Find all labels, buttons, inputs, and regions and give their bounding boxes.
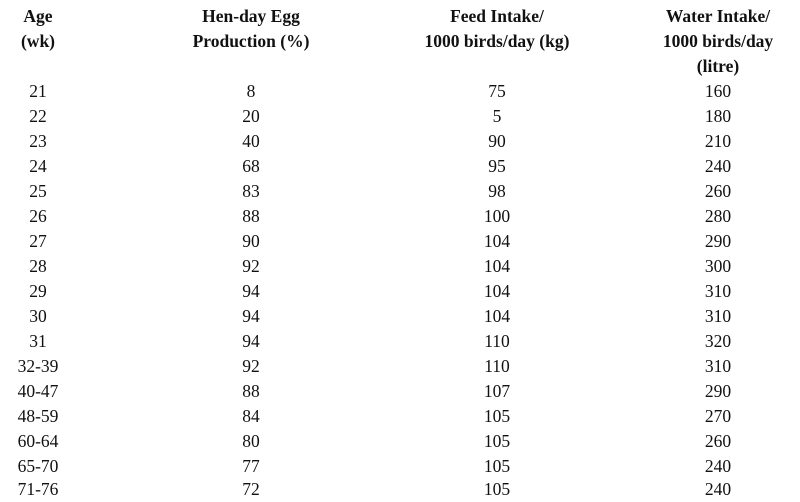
cell-water-intake: 270 bbox=[704, 406, 732, 426]
cell-age: 28 bbox=[29, 256, 47, 276]
cell-egg-production: 92 bbox=[242, 356, 260, 376]
cell-age: 21 bbox=[29, 81, 47, 101]
cell-egg-production: 83 bbox=[242, 181, 260, 201]
header-water-intake-line-3: (litre) bbox=[696, 56, 740, 76]
cell-feed-intake: 105 bbox=[483, 479, 511, 499]
cell-egg-production: 92 bbox=[242, 256, 260, 276]
table-row bbox=[0, 379, 800, 404]
table-row bbox=[0, 404, 800, 429]
table-row bbox=[0, 79, 800, 104]
table-header bbox=[0, 4, 800, 80]
table-row bbox=[0, 104, 800, 129]
cell-age: 32-39 bbox=[17, 356, 59, 376]
table-row bbox=[0, 477, 800, 502]
cell-water-intake: 310 bbox=[704, 281, 732, 301]
table-row bbox=[0, 229, 800, 254]
cell-egg-production: 20 bbox=[242, 106, 260, 126]
cell-water-intake: 280 bbox=[704, 206, 732, 226]
cell-egg-production: 88 bbox=[242, 381, 260, 401]
header-feed-intake bbox=[362, 4, 632, 54]
header-age-line-1: Age bbox=[23, 6, 53, 26]
cell-age: 31 bbox=[29, 331, 47, 351]
cell-egg-production: 80 bbox=[242, 431, 260, 451]
table-row bbox=[0, 429, 800, 454]
cell-age: 27 bbox=[29, 231, 47, 251]
cell-age: 40-47 bbox=[17, 381, 59, 401]
table-row bbox=[0, 129, 800, 154]
cell-feed-intake: 90 bbox=[488, 131, 506, 151]
cell-feed-intake: 105 bbox=[483, 406, 511, 426]
cell-feed-intake: 110 bbox=[484, 356, 510, 376]
table-row bbox=[0, 254, 800, 279]
table-row bbox=[0, 304, 800, 329]
cell-water-intake: 240 bbox=[704, 456, 732, 476]
cell-water-intake: 240 bbox=[704, 156, 732, 176]
cell-age: 22 bbox=[29, 106, 47, 126]
table-row bbox=[0, 154, 800, 179]
cell-feed-intake: 100 bbox=[483, 206, 511, 226]
cell-egg-production: 94 bbox=[242, 281, 260, 301]
cell-egg-production: 94 bbox=[242, 306, 260, 326]
cell-age: 29 bbox=[29, 281, 47, 301]
table-row bbox=[0, 279, 800, 304]
cell-feed-intake: 104 bbox=[483, 306, 511, 326]
cell-feed-intake: 104 bbox=[483, 256, 511, 276]
cell-egg-production: 84 bbox=[242, 406, 260, 426]
cell-feed-intake: 105 bbox=[483, 456, 511, 476]
cell-water-intake: 320 bbox=[704, 331, 732, 351]
header-egg-production bbox=[153, 4, 349, 54]
cell-feed-intake: 98 bbox=[488, 181, 506, 201]
cell-feed-intake: 5 bbox=[492, 106, 502, 126]
cell-water-intake: 300 bbox=[704, 256, 732, 276]
cell-egg-production: 88 bbox=[242, 206, 260, 226]
cell-age: 23 bbox=[29, 131, 47, 151]
cell-age: 30 bbox=[29, 306, 47, 326]
cell-water-intake: 290 bbox=[704, 381, 732, 401]
header-egg-production-line-1: Hen-day Egg bbox=[202, 6, 300, 26]
cell-egg-production: 77 bbox=[242, 456, 260, 476]
table-row bbox=[0, 179, 800, 204]
cell-age: 65-70 bbox=[17, 456, 59, 476]
cell-age: 25 bbox=[29, 181, 47, 201]
cell-age: 71-76 bbox=[17, 479, 59, 499]
header-age bbox=[0, 4, 76, 54]
cell-egg-production: 72 bbox=[242, 479, 260, 499]
header-feed-intake-line-1: Feed Intake/ bbox=[450, 6, 544, 26]
header-age-line-2: (wk) bbox=[20, 31, 56, 51]
cell-water-intake: 310 bbox=[704, 306, 732, 326]
cell-age: 60-64 bbox=[17, 431, 59, 451]
cell-feed-intake: 107 bbox=[483, 381, 511, 401]
cell-egg-production: 40 bbox=[242, 131, 260, 151]
cell-feed-intake: 105 bbox=[483, 431, 511, 451]
cell-water-intake: 180 bbox=[704, 106, 732, 126]
header-egg-production-line-2: Production (%) bbox=[192, 31, 310, 51]
cell-water-intake: 240 bbox=[704, 479, 732, 499]
cell-water-intake: 210 bbox=[704, 131, 732, 151]
cell-water-intake: 260 bbox=[704, 181, 732, 201]
cell-age: 48-59 bbox=[17, 406, 59, 426]
cell-water-intake: 290 bbox=[704, 231, 732, 251]
table-row bbox=[0, 354, 800, 379]
cell-water-intake: 310 bbox=[704, 356, 732, 376]
header-feed-intake-line-2: 1000 birds/day (kg) bbox=[424, 31, 570, 51]
table-row bbox=[0, 329, 800, 354]
cell-feed-intake: 95 bbox=[488, 156, 506, 176]
cell-egg-production: 8 bbox=[246, 81, 256, 101]
cell-feed-intake: 110 bbox=[484, 331, 510, 351]
cell-age: 26 bbox=[29, 206, 47, 226]
header-water-intake-line-2: 1000 birds/day bbox=[662, 31, 774, 51]
cell-age: 24 bbox=[29, 156, 47, 176]
cell-water-intake: 260 bbox=[704, 431, 732, 451]
cell-feed-intake: 104 bbox=[483, 281, 511, 301]
cell-feed-intake: 75 bbox=[488, 81, 506, 101]
header-water-intake-line-1: Water Intake/ bbox=[665, 6, 771, 26]
table-row bbox=[0, 204, 800, 229]
table-row bbox=[0, 454, 800, 479]
header-water-intake bbox=[636, 4, 800, 79]
cell-water-intake: 160 bbox=[704, 81, 732, 101]
cell-egg-production: 68 bbox=[242, 156, 260, 176]
cell-egg-production: 94 bbox=[242, 331, 260, 351]
cell-feed-intake: 104 bbox=[483, 231, 511, 251]
cell-egg-production: 90 bbox=[242, 231, 260, 251]
